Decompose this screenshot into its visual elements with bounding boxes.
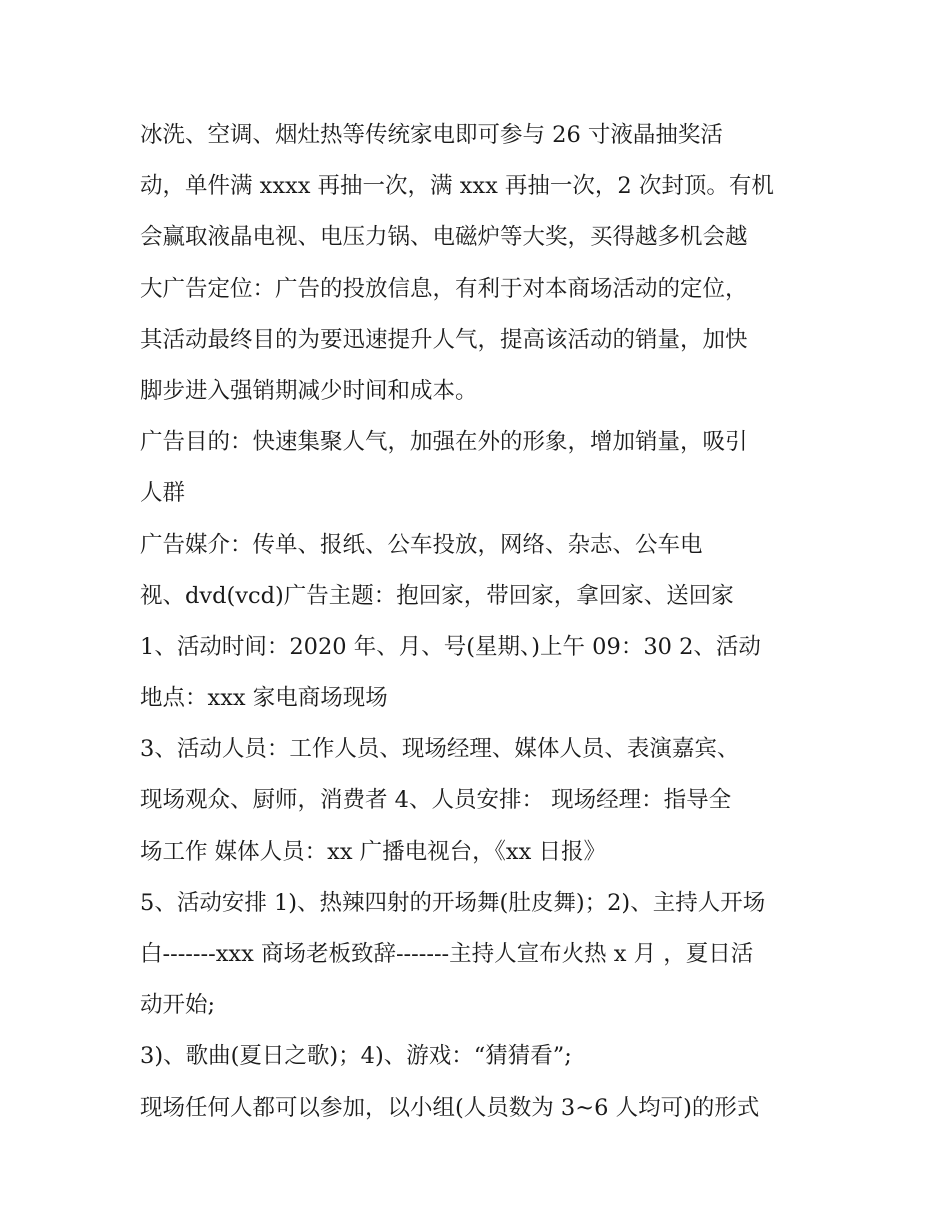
- text-line: 广告目的：快速集聚人气，加强在外的形象，增加销量，吸引: [140, 429, 748, 456]
- text-line: 白-------xxx 商场老板致辞-------主持人宣布火热 x 月 ，夏日活: [140, 941, 754, 967]
- text-line: 动开始;: [140, 992, 216, 1019]
- text-line: 现场观众、厨师，消费者 4、人员安排： 现场经理：指导全: [140, 787, 732, 814]
- text-line: 冰洗、空调、烟灶热等传统家电即可参与 26 寸液晶抽奖活: [140, 122, 723, 148]
- text-line: 人群: [140, 480, 186, 507]
- text-line: 5、活动安排 1)、热辣四射的开场舞(肚皮舞)；2)、主持人开场: [140, 889, 766, 916]
- text-line: 其活动最终目的为要迅速提升人气，提高该活动的销量，加快: [140, 326, 748, 353]
- text-line: 现场任何人都可以参加，以小组(人员数为 3~6 人均可)的形式: [140, 1094, 760, 1121]
- text-line: 1、活动时间：2020 年、月、号(星期、)上午 09：30 2、活动: [140, 633, 761, 660]
- text-line: 大广告定位：广告的投放信息，有利于对本商场活动的定位，: [140, 275, 748, 302]
- text-line: 地点：xxx 家电商场现场: [140, 685, 388, 712]
- text-line: 视、dvd(vcd)广告主题：抱回家，带回家，拿回家、送回家: [140, 582, 734, 609]
- text-line: 3)、歌曲(夏日之歌)；4)、游戏：“猜猜看”;: [140, 1043, 572, 1070]
- text-line: 会赢取液晶电视、电压力锅、电磁炉等大奖，买得越多机会越: [140, 224, 748, 251]
- text-line: 场工作 媒体人员：xx 广播电视台，《xx 日报》: [140, 838, 606, 865]
- text-line: 脚步进入强销期减少时间和成本。: [140, 377, 478, 404]
- text-line: 广告媒介：传单、报纸、公车投放，网络、杂志、公车电: [140, 531, 703, 558]
- text-line: 3、活动人员：工作人员、现场经理、媒体人员、表演嘉宾、: [140, 736, 740, 763]
- body-text: [140, 110, 820, 1134]
- text-line: 动，单件满 xxxx 再抽一次，满 xxx 再抽一次，2 次封顶。有机: [140, 173, 774, 200]
